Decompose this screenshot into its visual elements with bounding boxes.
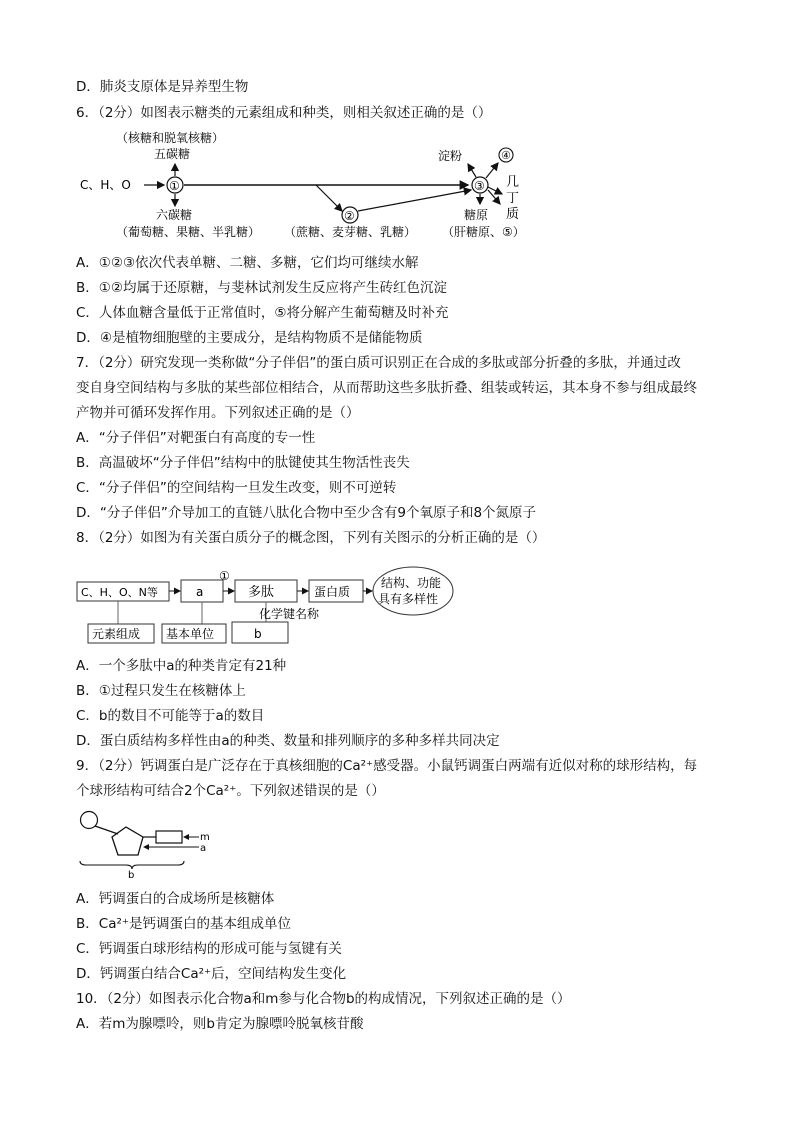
q7-option-b: B．高温破坏“分子伴侣”结构中的肽键使其生物活性丧失 (76, 455, 410, 471)
q9-pentose-ring (112, 827, 143, 855)
q8-option-d: D．蛋白质结构多样性由a的种类、数量和排列顺序的多种多样共同决定 (76, 733, 500, 749)
q6-starch: 淀粉 (438, 149, 463, 163)
q9-phosphate (81, 812, 98, 829)
q6-node-4: ④ (501, 149, 511, 162)
q10-stem: 10．（2分）如图表示化合物a和m参与化合物b的构成情况，下列叙述正确的是（） (76, 991, 571, 1007)
q9-option-a: A．钙调蛋白的合成场所是核糖体 (76, 891, 275, 907)
q6-option-d: D．④是植物细胞壁的主要成分，是结构物质不是储能物质 (76, 330, 423, 346)
q8-label-unit: 基本单位 (166, 627, 215, 641)
q8-label-elements: 元素组成 (92, 627, 141, 641)
q8-diversity-2: 具有多样性 (378, 592, 439, 606)
q8-protein: 蛋白质 (314, 585, 351, 599)
q10-option-a: A．若m为腺嘌呤，则b肯定为腺嘌呤脱氧核苷酸 (76, 1016, 364, 1032)
q7-stem-2: 变自身空间结构与多肽的某些部位相结合，从而帮助这些多肽折叠、组装或转运，其本身不参与组成最终 (76, 380, 697, 396)
q8-option-b: B．①过程只发生在核糖体上 (76, 683, 246, 699)
q8-protein-concept-map (76, 566, 460, 648)
q9-b: b (128, 870, 135, 879)
q6-chitin-1: 几 (506, 175, 520, 190)
q6-chitin-2: 丁 (506, 191, 520, 206)
q8-option-a: A．一个多肽中a的种类肯定有21种 (76, 658, 287, 674)
q6-glycogen: 糖原 (464, 208, 489, 222)
q6-pentose-note: （核糖和脱氧核糖） (116, 131, 225, 145)
q8-diversity-1: 结构、功能 (381, 576, 442, 590)
q7-option-d: D．“分子伴侣”介导加工的直链八肽化合物中至少含有9个氧原子和8个氮原子 (76, 505, 537, 521)
q6-stem: 6．（2分）如图表示糖类的元素组成和种类，则相关叙述正确的是（） (76, 105, 492, 121)
q9-option-c: C．钙调蛋白球形结构的形成可能与氢键有关 (76, 941, 342, 957)
q9-m: m (200, 832, 210, 843)
q8-label-bond: 化学键名称 (259, 607, 320, 621)
q5-option-d: D．肺炎支原体是异养型生物 (76, 79, 249, 95)
q9-nucleotide-diagram (76, 807, 216, 879)
q6-pentose: 五碳糖 (154, 147, 191, 161)
q6-option-a: A．①②③依次代表单糖、二糖、多糖，它们均可继续水解 (76, 255, 419, 271)
q6-option-b: B．①②均属于还原糖，与斐林试剂发生反应将产生砖红色沉淀 (76, 280, 447, 296)
q9-stem-2: 个球形结构可结合2个Ca²⁺。下列叙述错误的是（） (76, 783, 385, 799)
q8-a: a (196, 585, 204, 599)
q7-stem-1: 7．（2分）研究发现一类称做“分子伴侣”的蛋白质可识别正在合成的多肽或部分折叠的多肽，并通过改 (76, 355, 681, 371)
q7-option-a: A．“分子伴侣”对靶蛋白有高度的专一性 (76, 430, 316, 446)
q9-option-b: B．Ca²⁺是钙调蛋白的基本组成单位 (76, 916, 291, 932)
q6-hexose-list: （葡萄糖、果糖、半乳糖） (116, 225, 261, 239)
q8-stem: 8．（2分）如图为有关蛋白质分子的概念图，下列有关图示的分析正确的是（） (76, 530, 546, 546)
q8-option-c: C．b的数目不可能等于a的数目 (76, 708, 265, 724)
q7-stem-3: 产物并可循环发挥作用。下列叙述正确的是（） (76, 405, 360, 421)
q8-step-1: ① (219, 569, 230, 583)
q6-elements: C、H、O (80, 178, 131, 192)
q6-hexose: 六碳糖 (156, 208, 193, 222)
q6-node-1: ① (169, 179, 180, 193)
q6-chitin-3: 质 (506, 207, 520, 222)
q7-option-c: C．“分子伴侣”的空间结构一旦发生改变，则不可逆转 (76, 480, 397, 496)
q6-node-2: ② (344, 209, 355, 223)
q8-elements: C、H、O、N等 (81, 586, 158, 599)
q6-glycogen-list: （肝糖原、⑤） (442, 225, 525, 239)
q6-node-3: ③ (474, 179, 485, 193)
q6-sugar-diagram (76, 128, 526, 246)
q9-base (156, 831, 182, 843)
q9-stem-1: 9．（2分）钙调蛋白是广泛存在于真核细胞的Ca²⁺感受器。小鼠钙调蛋白两端有近似对称的球形结构，每 (76, 758, 698, 774)
q8-peptide: 多肽 (248, 585, 275, 600)
q6-option-c: C．人体血糖含量低于正常值时，⑤将分解产生葡萄糖及时补充 (76, 305, 449, 321)
q6-disaccharide-list: （蔗糖、麦芽糖、乳糖） (284, 225, 417, 239)
q8-b: b (254, 627, 262, 641)
q9-a: a (200, 843, 207, 854)
q9-option-d: D．钙调蛋白结合Ca²⁺后，空间结构发生变化 (76, 966, 347, 982)
